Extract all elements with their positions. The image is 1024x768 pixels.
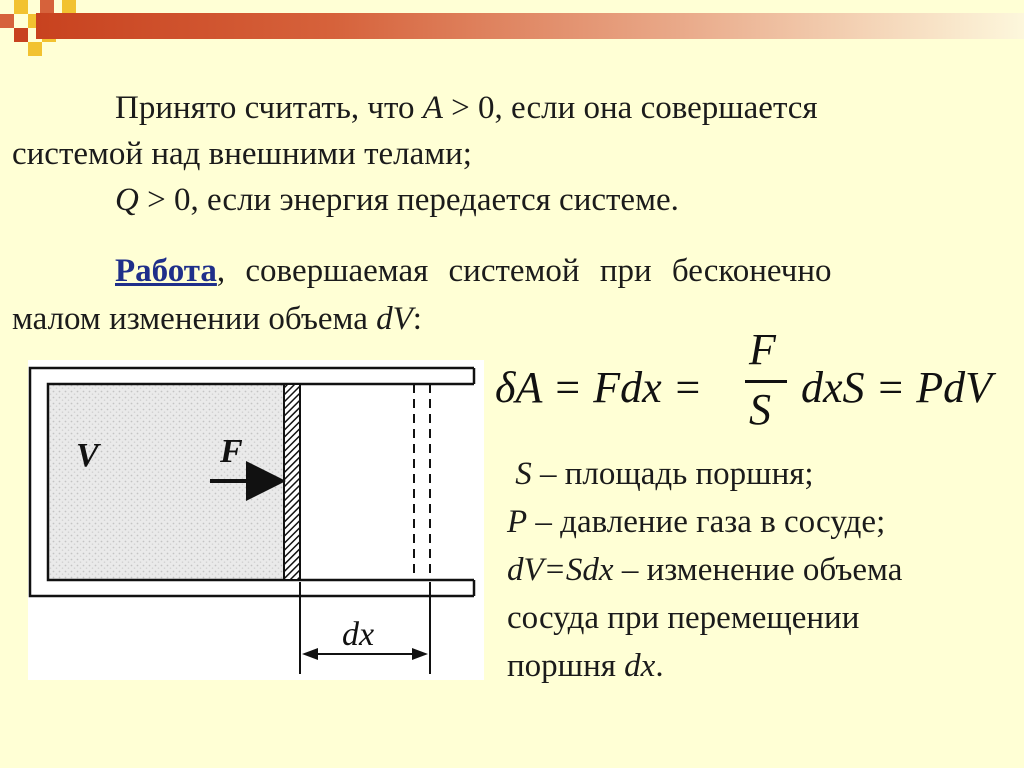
variable-dv: dV — [376, 301, 413, 337]
variable-q: Q — [115, 182, 139, 218]
text-span: малом изменении объема — [12, 301, 377, 337]
paragraph-work-sign-cont: системой над внешними телами; — [12, 136, 472, 172]
variable-dx: dx — [624, 648, 656, 684]
variable-dv-sdx: dV=Sdx — [507, 552, 614, 588]
definition-pressure — [507, 498, 1017, 546]
formula-left: δA = Fdx = — [495, 363, 703, 412]
decor-square — [28, 42, 42, 56]
force-label: F — [220, 433, 243, 470]
text-span: Принято считать, что — [115, 90, 423, 126]
text-span: – площадь поршня; — [531, 456, 814, 492]
text-span: > 0, если она совершается — [442, 90, 818, 126]
piston — [284, 384, 300, 580]
paragraph-work-sign — [115, 86, 818, 130]
decor-square — [62, 0, 76, 14]
text-span: > 0, если энергия передается системе. — [138, 182, 679, 218]
definition-volume-change-end — [507, 642, 1017, 690]
variable-p: P — [507, 504, 528, 540]
decor-square — [14, 0, 28, 14]
definition-volume-change-cont: сосуда при перемещении — [507, 600, 860, 636]
title-bar — [36, 13, 1024, 39]
definition-volume-change — [507, 546, 1017, 594]
definition-area — [507, 450, 1017, 498]
decor-square — [14, 28, 28, 42]
term-work: Работа — [115, 253, 217, 289]
fraction-line — [745, 380, 787, 383]
work-formula — [495, 325, 1015, 440]
formula-right: dxS = PdV — [801, 363, 992, 412]
paragraph-work-definition-cont — [12, 297, 422, 341]
paragraph-heat-sign — [115, 178, 679, 222]
text-span: поршня — [507, 648, 625, 684]
piston-diagram — [28, 360, 484, 680]
formula-denominator: S — [749, 385, 771, 434]
variable-a: A — [422, 90, 443, 126]
decor-square — [40, 0, 54, 14]
displacement-label: dx — [342, 616, 375, 653]
title-decoration — [0, 0, 1024, 60]
text-span: : — [412, 301, 422, 337]
text-span: – давление газа в сосуде; — [527, 504, 886, 540]
text-span: , совершаемая системой при бесконечно — [216, 253, 832, 289]
variable-s: S — [515, 456, 532, 492]
volume-label: V — [76, 437, 99, 474]
text-span: . — [655, 648, 664, 684]
paragraph-work-definition — [115, 249, 965, 293]
decor-square — [0, 14, 14, 28]
text-span: – изменение объема — [613, 552, 903, 588]
formula-numerator: F — [749, 325, 776, 374]
definitions-list — [507, 450, 1017, 690]
